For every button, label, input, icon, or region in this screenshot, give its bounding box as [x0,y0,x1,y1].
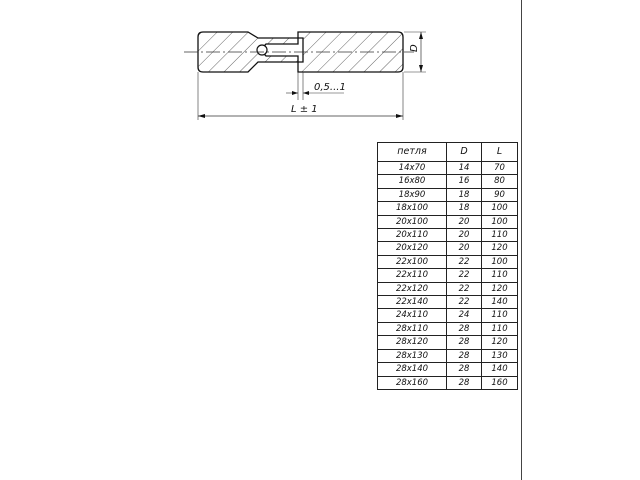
cell-diameter: 28 [447,363,482,376]
cell-hinge: 24x110 [378,309,447,322]
cell-diameter: 20 [447,242,482,255]
cell-diameter: 22 [447,296,482,309]
table-row [378,269,518,282]
cell-hinge: 28x160 [378,376,447,389]
table-row [378,376,518,389]
cell-length: 140 [482,363,518,376]
cell-hinge: 22x120 [378,282,447,295]
cell-hinge: 22x100 [378,255,447,268]
cell-hinge: 20x110 [378,229,447,242]
cell-diameter: 28 [447,322,482,335]
cell-hinge: 20x120 [378,242,447,255]
table-row [378,255,518,268]
hinge-pin [257,45,267,55]
table-row [378,202,518,215]
header-length: L [482,143,518,162]
gap-dimension [286,72,346,100]
table-row [378,282,518,295]
table-row [378,162,518,175]
table-row [378,242,518,255]
cell-hinge: 20x100 [378,215,447,228]
cell-length: 100 [482,255,518,268]
cell-hinge: 14x70 [378,162,447,175]
hinge-size-table [377,142,518,390]
cell-hinge: 28x120 [378,336,447,349]
cell-length: 110 [482,269,518,282]
cell-hinge: 22x140 [378,296,447,309]
cell-length: 90 [482,188,518,201]
cell-hinge: 28x110 [378,322,447,335]
header-hinge: петля [378,143,447,162]
table-row [378,336,518,349]
table-row [378,322,518,335]
cell-diameter: 22 [447,269,482,282]
cell-length: 70 [482,162,518,175]
dim-gap-label: 0,5...1 [314,82,346,93]
cell-length: 100 [482,202,518,215]
cell-diameter: 16 [447,175,482,188]
cell-diameter: 18 [447,188,482,201]
cell-length: 120 [482,242,518,255]
table-row [378,215,518,228]
table-row [378,349,518,362]
cell-length: 80 [482,175,518,188]
dim-length-label: L ± 1 [291,104,318,115]
cell-diameter: 28 [447,336,482,349]
cell-length: 110 [482,309,518,322]
cell-hinge: 28x130 [378,349,447,362]
cell-length: 120 [482,336,518,349]
cell-length: 160 [482,376,518,389]
table-row [378,296,518,309]
table-header-row [378,143,518,162]
table-row [378,175,518,188]
cell-diameter: 28 [447,376,482,389]
cell-diameter: 20 [447,229,482,242]
cell-hinge: 18x90 [378,188,447,201]
cell-hinge: 28x140 [378,363,447,376]
cell-diameter: 18 [447,202,482,215]
cell-length: 100 [482,215,518,228]
cell-length: 140 [482,296,518,309]
cell-diameter: 14 [447,162,482,175]
cell-length: 110 [482,322,518,335]
table-row [378,363,518,376]
cell-diameter: 22 [447,255,482,268]
cell-length: 110 [482,229,518,242]
cell-diameter: 24 [447,309,482,322]
header-diameter: D [447,143,482,162]
table-row [378,229,518,242]
cell-hinge: 16x80 [378,175,447,188]
cell-hinge: 18x100 [378,202,447,215]
sheet-border-line [521,0,522,480]
cell-diameter: 22 [447,282,482,295]
length-dimension [198,72,403,120]
cell-diameter: 28 [447,349,482,362]
cell-length: 130 [482,349,518,362]
table-row [378,188,518,201]
cell-diameter: 20 [447,215,482,228]
cell-length: 120 [482,282,518,295]
dim-diameter-label: D [409,44,420,52]
table-row [378,309,518,322]
cell-hinge: 22x110 [378,269,447,282]
